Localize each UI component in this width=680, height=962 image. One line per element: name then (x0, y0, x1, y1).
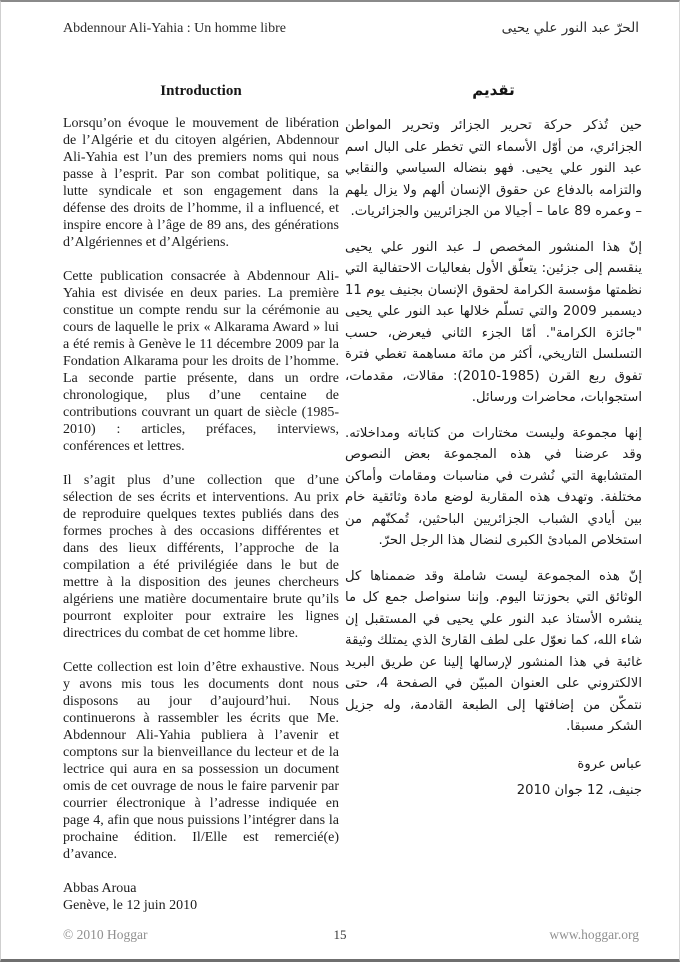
french-column (63, 77, 339, 914)
page-number: 15 (333, 927, 347, 942)
arabic-signature-name: عباس عروة (577, 756, 642, 772)
arabic-column (345, 77, 642, 804)
french-paragraph: Cette publication consacrée à Abdennour Ali-Yahia est divisée en deux paries. La première constitue un compte rendu sur la cérémonie au cours de laquelle le prix « Alkarama Award » lui a été remis à Genève le 11 décembre 2009 par la Fondation Alkarama pour les droits de l’homme. La seconde partie présente, dans un ordre chronologique, plus d’une centaine de contributions couvrant un quart de siècle (1985-2010) : articles, préfaces, interviews, conférences et lettres. (63, 269, 339, 454)
running-header-title-arabic: الحرّ عبد النور علي يحيى (501, 20, 639, 36)
publisher-website: www.hoggar.org (549, 927, 639, 942)
running-header (63, 20, 639, 37)
running-header-title-french: Abdennour Ali-Yahia : Un homme libre (63, 21, 286, 36)
french-paragraph: Lorsqu’on évoque le mouvement de libération de l’Algérie et du citoyen algérien, Abdennour Ali-Yahia est l’un des premiers noms qui nous passe à l’esprit. Par son combat politique, sa lutte syndicale et son engagement dans la défense des droits de l’homme, il a influencé, et inspire encore à l’âge de 89 ans, des générations d’Algériennes et d’Algériens. (63, 116, 339, 250)
arabic-signature-date: جنيف، 12 جوان 2010 (516, 782, 642, 798)
arabic-paragraph: إنّ هذه المجموعة ليست شاملة وقد ضممناها كل الوثائق التي بحوزتنا اليوم. وإننا سنواصل جمع كل ما ينشره الأستاذ عبد النور علي يحيى في المستقبل إن شاء الله، كما نعوّل على لطف القارئ الذي يمتلك وثيقة غائبة في هذا المنشور لإرسالها إلينا عن طريق البريد الالكتروني على العنوان المبيّن في الصفحة 4، حتى نتمكّن من إضافتها إلى الطبعة القادمة، وله جزيل الشكر مسبقا. (345, 568, 642, 734)
arabic-signature-block (345, 752, 642, 804)
french-signature-name: Abbas Aroua (63, 881, 137, 896)
french-signature-date: Genève, le 12 juin 2010 (63, 898, 198, 913)
page-footer (1, 927, 679, 945)
french-section-heading: Introduction (160, 83, 242, 99)
arabic-section-heading: تقديم (472, 81, 515, 99)
copyright-notice: © 2010 Hoggar (63, 927, 148, 942)
french-signature-block (63, 880, 339, 914)
french-paragraph: Cette collection est loin d’être exhaustive. Nous y avons mis tous les documents dont nous disposons au jour d’aujourd’hui. Nous continuerons à rassembler les écrits que Me. Abdennour Ali-Yahia publiera à l’avenir et comptons sur la bienveillance du lecteur et de la lectrice qui aura en sa possession un document omis de cet ouvrage de nous le faire parvenir par courrier électronique à l’adresse indiquée en page 4, afin que nous puissions l’intégrer dans la prochaine édition. Il/Elle est remercié(e) d’avance. (63, 660, 339, 862)
arabic-paragraph: إنّ هذا المنشور المخصص لـ عبد النور علي يحيى ينقسم إلى جزئين: يتعلّق الأول بفعاليات الاحتفالية التي نظمتها مؤسسة الكرامة لحقوق الإنسان بجنيف يوم 11 ديسمبر 2009 والتي تسلّم خلالها عبد النور علي يحيى "جائزة الكرامة". أمّا الجزء الثاني فيعرض، حسب التسلسل التاريخي، أكثر من مائة مساهمة تغطي فترة تفوق ربع القرن (1985-2010): مقالات، مقدمات، استجوابات، محاضرات ورسائل. (345, 239, 643, 405)
french-paragraph: Il s’agit plus d’une collection que d’une sélection de ses écrits et interventions. Au prix de reproduire quelques textes publiés dans des formes proches à des occasions différentes et dans des lieux différents, l’approche de la compilation a été privilégiée dans le but de mettre à la disposition des jeunes chercheurs algériens une matière documentaire brute qu’ils pourront exploiter pour extraire les lignes directrices du combat de cet homme libre. (63, 473, 339, 641)
arabic-paragraph: إنها مجموعة وليست مختارات من كتاباته ومداخلاته. وقد عرضنا في هذه المجموعة بعض النصوص المتشابهة التي نُشرت في مناسبات ومقامات وأماكن مختلفة. وتهدف هذه المقاربة لوضع مادة وثائقية خام بين أيادي الشباب الجزائريين الباحثين، تُمكنّهم من استخلاص المبادئ الكبرى لنضال هذا الرجل الحرّ. (345, 425, 642, 548)
arabic-paragraph: حين تُذكر حركة تحرير الجزائر وتحرير المواطن الجزائري، من أوّل الأسماء التي تخطر على البال اسم عبد النور علي يحيى. فهو بنضاله السياسي والنقابي والتزامه بالدفاع عن حقوق الإنسان ألهم ولا يزال يلهم – وعمره 89 عاما – أجيالا من الجزائريين والجزائريات. (345, 118, 642, 219)
